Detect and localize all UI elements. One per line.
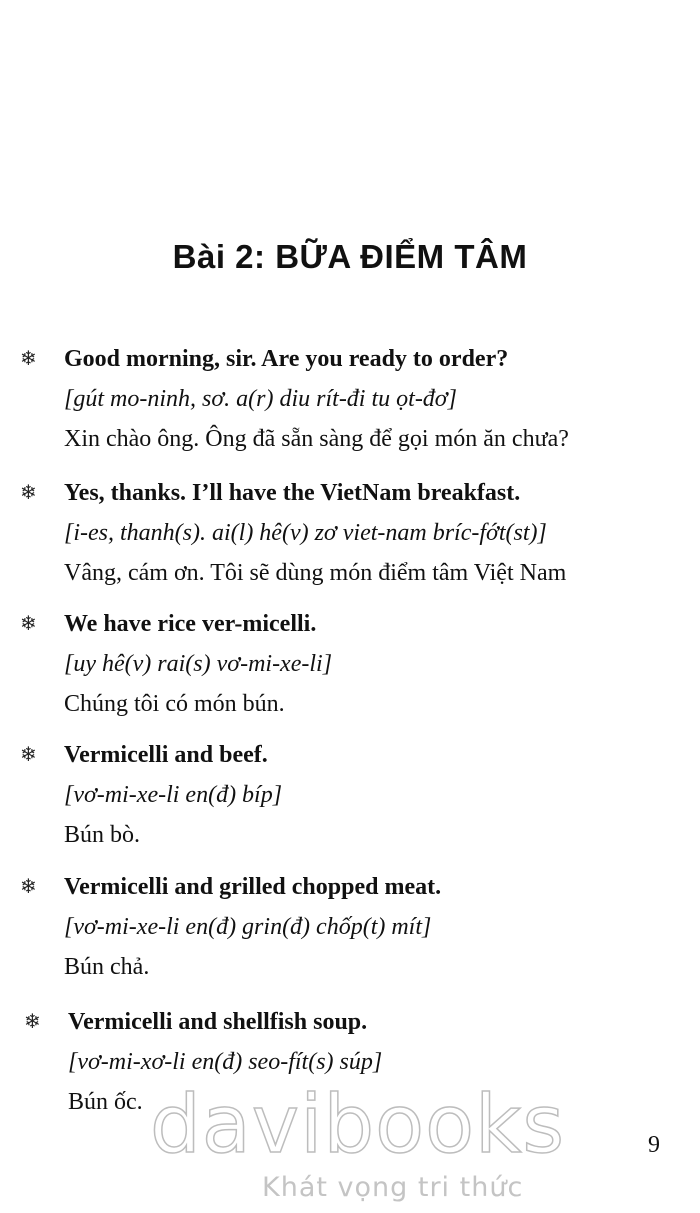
english-sentence: Good morning, sir. Are you ready to order? xyxy=(64,346,509,372)
english-sentence: We have rice ver-micelli. xyxy=(64,611,317,637)
pronunciation: [vơ-mi-xơ-li en(đ) seo-fít(s) súp] xyxy=(68,1049,383,1075)
asterisk-bullet-icon: ❄ xyxy=(20,611,37,635)
vietnamese-translation: Xin chào ông. Ông đã sẵn sàng để gọi món ăn chưa? xyxy=(64,426,569,452)
pronunciation: [vơ-mi-xe-li en(đ) grin(đ) chốp(t) mít] xyxy=(64,914,432,940)
vietnamese-translation: Bún bò. xyxy=(64,822,141,848)
pronunciation: [i-es, thanh(s). ai(l) hê(v) zơ viet-nam bríc-fớt(st)] xyxy=(64,520,547,546)
pronunciation: [uy hê(v) rai(s) vơ-mi-xe-li] xyxy=(64,651,333,677)
asterisk-bullet-icon: ❄ xyxy=(20,874,37,898)
english-sentence: Vermicelli and shellfish soup. xyxy=(68,1009,368,1035)
english-sentence: Yes, thanks. I’ll have the VietNam breakfast. xyxy=(64,480,521,506)
vietnamese-translation: Vâng, cám ơn. Tôi sẽ dùng món điểm tâm Việt Nam xyxy=(64,560,567,586)
page-number: 9 xyxy=(648,1132,660,1158)
watermark-brand: davibooks xyxy=(150,1078,566,1171)
english-sentence: Vermicelli and beef. xyxy=(64,742,268,768)
english-sentence: Vermicelli and grilled chopped meat. xyxy=(64,874,442,900)
vietnamese-translation: Bún chả. xyxy=(64,954,150,980)
vietnamese-translation: Bún ốc. xyxy=(68,1089,143,1115)
lesson-title: Bài 2: BỮA ĐIỂM TÂM xyxy=(172,238,528,275)
watermark-tagline: Khát vọng tri thức xyxy=(262,1172,524,1203)
asterisk-bullet-icon: ❄ xyxy=(20,346,37,370)
pronunciation: [gút mo-ninh, sơ. a(r) diu rít-đi tu ọt-đơ] xyxy=(64,386,457,412)
vietnamese-translation: Chúng tôi có món bún. xyxy=(64,691,285,717)
pronunciation: [vơ-mi-xe-li en(đ) bíp] xyxy=(64,782,283,808)
asterisk-bullet-icon: ❄ xyxy=(24,1009,41,1033)
asterisk-bullet-icon: ❄ xyxy=(20,480,37,504)
asterisk-bullet-icon: ❄ xyxy=(20,742,37,766)
